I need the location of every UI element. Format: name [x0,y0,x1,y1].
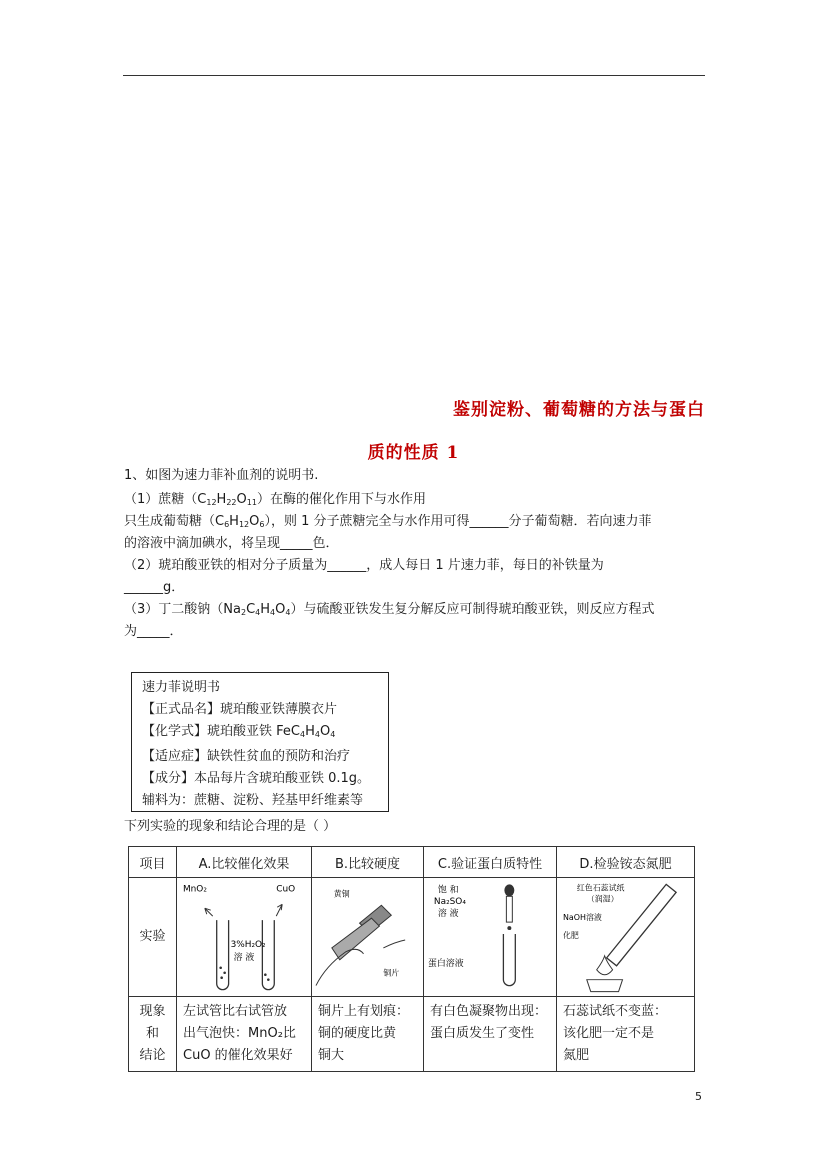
figure-c-cell [424,878,557,997]
q1-intro: 1、如图为速力菲补血剂的说明书. [124,468,319,483]
label-h2o2: 3%H₂O₂ [230,939,266,950]
header-col-b: B.比较硬度 [312,847,424,878]
manual-line-name: 【正式品名】琥珀酸亚铁薄膜衣片 [142,702,338,717]
manual-line-indication: 【适应症】缺铁性贫血的预防和治疗 [142,749,351,764]
result-d: 石蕊试纸不变蓝： 该化肥一定不是 氮肥 [557,997,695,1072]
label-protein: 蛋白溶液 [427,958,464,969]
label-saturated: 饱 和 [437,885,459,896]
q1-part1-line3: 的溶液中滴加碘水，将呈现_____色． [124,536,339,551]
row-label-experiment: 实验 [129,878,177,997]
page-number: 5 [695,1090,702,1103]
q1-part2-line1: （2）琥珀酸亚铁的相对分子质量为______，成人每日 1 片速力菲，每日的补铁量为 [124,558,604,573]
label-mno2: MnO₂ [182,884,207,895]
figure-a-tubes [177,878,311,996]
title-line-1: 鉴别淀粉、葡萄糖的方法与蛋白 [453,400,705,420]
q1-part3-line1: （3）丁二酸钠$(Na_2C_4H_4O_4)$与硫酸亚铁发生复分解反应可制得琥珀酸亚铁，则反应方程式 [124,602,655,617]
figure-a-cell [177,878,312,997]
q1-part1-line2: 只生成葡萄糖$(C_6H_{12}O_6)$，则 1 分子蔗糖完全与水作用可得______分子葡萄糖．若向速力菲 [124,514,652,529]
label-copper: 铜片 [383,968,400,978]
q1-part2-line2: ______g． [124,580,185,595]
label-c-solution: 溶 液 [437,909,459,920]
figure-d-heating [557,878,694,996]
figure-d-cell [557,878,695,997]
header-item: 项目 [129,847,177,878]
result-c: 有白色凝聚物出现： 蛋白质发生了变性 [424,997,557,1072]
label-litmus: 红色石蕊试纸 [576,883,625,893]
manual-title: 速力菲说明书 [142,680,221,695]
label-fertilizer: 化肥 [562,930,579,940]
q1-part3-line2: 为_____． [124,624,183,639]
figure-b-cell [312,878,424,997]
q2-stem: 下列实验的现象和结论合理的是（ ） [124,819,337,834]
label-brass: 黄铜 [333,889,350,899]
result-b: 铜片上有划痕： 铜的硬度比黄 铜大 [312,997,424,1072]
header-col-d: D.检验铵态氮肥 [557,847,695,878]
experiment-table [128,846,695,1072]
result-a: 左试管比右试管放 出气泡快：MnO₂比 CuO 的催化效果好 [177,997,312,1072]
label-na2so4: Na₂SO₄ [433,897,466,908]
title-line-2: 质的性质 1 [367,443,460,463]
figure-b-scratch [312,878,423,996]
q1-part1-line1: （1）蔗糖$(C_{12}H_{22}O_{11})$在酶的催化作用下与水作用 [124,492,426,507]
label-cuo: CuO [276,884,296,895]
label-solution: 溶 液 [233,952,255,963]
figure-c-dropper [424,878,556,996]
manual-line-formula: 【化学式】琥珀酸亚铁 $FeC_4H_4O_4$ [142,724,336,739]
header-col-c: C.验证蛋白质特性 [424,847,557,878]
manual-line-ingredient: 【成分】本品每片含琥珀酸亚铁 0.1g。 [142,771,371,786]
row-label-result: 现象 和 结论 [129,997,177,1072]
label-naoh: NaOH溶液 [562,913,602,923]
manual-line-excipient: 辅料为：蔗糖、淀粉、羟基甲纤维素等 [142,793,364,808]
header-col-a: A.比较催化效果 [177,847,312,878]
manual-box [131,672,389,812]
header-rule [123,75,705,76]
label-wet: （润湿） [586,894,619,904]
